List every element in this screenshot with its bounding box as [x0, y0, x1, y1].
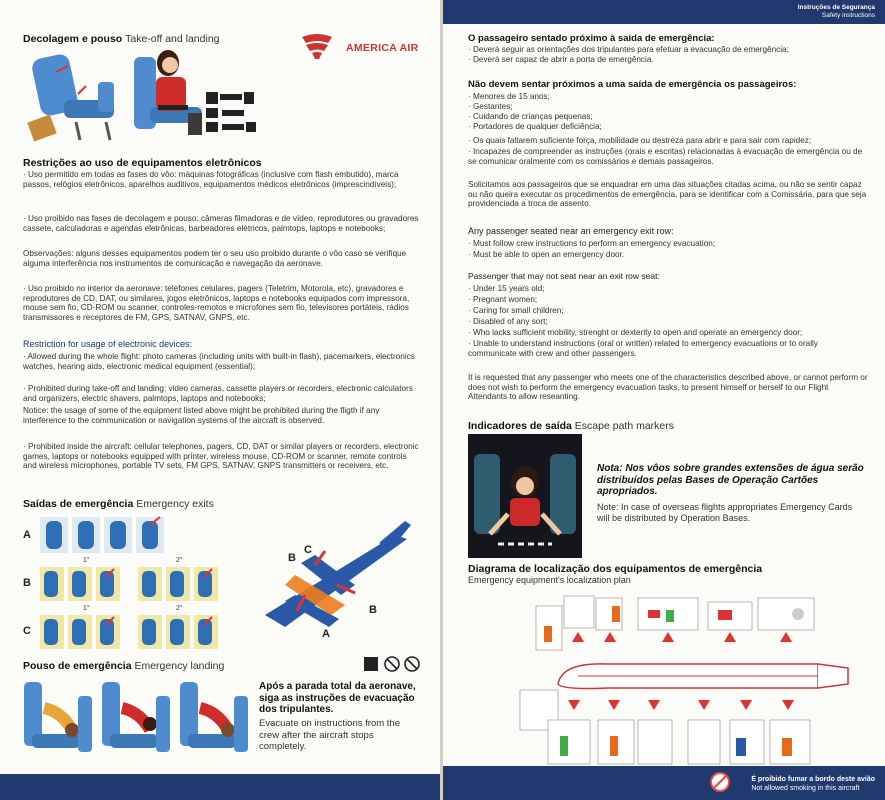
right-footer-bar [443, 766, 885, 800]
restrictions-en-p3: Notice: the usage of some of the equipment listed above might be prohibited during the fligth if any interference to the communication or navigation systems of the aircraft is observed. [23, 406, 380, 425]
no-smoking-icon [710, 772, 730, 792]
landing-heading: Pouso de emergência Emergency landing [23, 660, 225, 672]
not-seat-heading-pt: Não devem sentar próximos a uma saída de emergência os passageiros: [468, 79, 797, 90]
restrictions-en-p2: · Prohibited during take-off and landing: video cameras, cassette players or recorders, electronic calculators and organizers, electric shavers, palmtops, laptops and notebooks; [23, 384, 413, 403]
exits-heading: Saídas de emergência Emergency exits [23, 498, 214, 510]
header-bar [443, 0, 885, 24]
not-seat-item-pt-3: · Cuidando de crianças pequenas; [468, 112, 593, 121]
restrictions-en-p1: · Allowed during the whole flight: photo cameras (including units with built-in flash), pacemarkers, electronics watches, hearing aids, electronic medical equipment (essential); [23, 352, 415, 371]
exit-row-item-pt-1: · Deverá seguir as orientações dos tripulantes para efetuar a evacuação de emergência; [468, 45, 789, 54]
landing-instructions-pt: Após a parada total da aeronave, siga as instruções de evacuação dos tripulantes. [259, 681, 416, 715]
not-seat-request-en: It is requested that any passenger who meets one of the characteristics described above, or cannot perform or does not wish to perform the emergency evacuation tasks, to present himself or herself to our Flight Attendants to allow reseanting. [468, 373, 868, 402]
not-seat-item-pt-4: · Portadores de qualquer deficiência; [468, 122, 602, 131]
not-seat-item-pt-5: · Os quais faltarem suficiente força, mobilidade ou destreza para abrir e para sair com rapidez; [468, 136, 812, 145]
header-title-en: Safety instructions [821, 12, 875, 19]
restrictions-pt-p1: · Uso permitido em todas as fases do vôo: máquinas fotográficas (inclusive com flash embutido), marca passos, relógios eletrônicos, aparelhos auditivos, equipamentos médicos eletrônicos (imprescindíveis); [23, 170, 399, 189]
not-seat-item-en-1: · Under 15 years old; [468, 284, 545, 293]
not-seat-item-pt-1: · Menores de 15 anos; [468, 92, 550, 101]
brace-position-illustrations [22, 678, 254, 770]
exit-row-label-b: B [23, 577, 31, 589]
exit-row-label-a: A [23, 529, 31, 541]
diagram-heading-pt: Diagrama de localização dos equipamentos de emergência [468, 563, 763, 575]
not-seat-item-en-3: · Caring for small children; [468, 306, 564, 315]
left-footer-bar [0, 774, 440, 800]
markers-note-pt: Nota: Nos vôos sobre grandes extensões de água serão distribuídos pelas Bases de Operação Cartões apropriados. [597, 463, 864, 497]
exit-row-item-pt-2: · Deverá ser capaz de abrir a porta de emergência. [468, 55, 654, 64]
takeoff-heading: Decolagem e pouso Take-off and landing [23, 33, 220, 45]
exit-step-1-label-c: 1° [83, 605, 90, 612]
aircraft-exits-illustration [255, 515, 415, 645]
not-seat-item-en-5: · Who lacks sufficient mobility, strenght or dexterity to open and operate an emergency door; [468, 328, 803, 337]
not-seat-heading-en: Passenger that may not seat near an exit row seat: [468, 271, 660, 281]
not-seat-request-pt: Solicitamos aos passageiros que se enquadrar em uma das situações citadas acima, ou não se sentir capaz ou não queira executar os procedimentos de emergência, para se identificar com a Comissária, para que seja providenciada a troca de assento. [468, 180, 867, 209]
header-title-pt: Instruções de Segurança [797, 4, 875, 11]
exit-row-label-c: C [23, 625, 31, 637]
escape-path-photo [468, 434, 582, 558]
plane-label-a: A [322, 628, 330, 640]
exit-row-item-en-1: · Must follow crew instructions to perform an emergency evacuation; [468, 239, 716, 248]
america-air-logo [300, 33, 330, 59]
restrictions-pt-p2: · Uso proibido nas fases de decolagem e pouso: câmeras filmadoras e de vídeo, reprodutores ou gravadores cassete, calculadoras e agendas eletrônicas, barbeadores elétricos, palmtops, laptops e notebooks; [23, 214, 419, 233]
exit-step-1-label: 1° [83, 557, 90, 564]
plane-label-b1: B [288, 552, 296, 564]
right-page [443, 0, 885, 800]
not-seat-item-pt-6: · Incapazes de compreender as instruções (orais e escritas) relacionadas à evacuação de emergência ou de se comunicar oralmente com os comissários e demais passageiros. [468, 147, 863, 166]
no-smoking-pt: É proibido fumar a bordo deste avião [751, 776, 875, 783]
exit-step-2-label: 2° [176, 557, 183, 564]
landing-instructions-en: Evacuate on instructions from the crew after the aircraft stops completely. [259, 718, 400, 752]
not-seat-item-en-6: · Unable to understand instructions (oral or written) related to emergency evacuations or to orally communicate with crew and other passengers. [468, 339, 818, 358]
belted-passenger-illustration [130, 47, 205, 139]
restrictions-en-p4: · Prohibited inside the aircraft: cellular telephones, pagers, CD, DAT or similar players or recorders, electronic games, laptops or notebooks equipped with printer, wireless mouse, CD-ROM or scanner, remote controls and wireless microphones, portable TV sets, FM GPS, SATNAV, GNPS transmitters or receivers, etc. [23, 442, 419, 471]
exit-door-pictograms [40, 515, 240, 655]
plane-label-b2: B [369, 604, 377, 616]
plane-label-c: C [304, 544, 312, 556]
no-smoking-en: Not allowed smoking in this aircraft [751, 785, 860, 792]
not-seat-item-en-2: · Pregnant women; [468, 295, 538, 304]
seatbelt-buckle-icons [206, 92, 256, 132]
prohibition-icons [364, 656, 424, 672]
exit-row-heading-pt: O passageiro sentado próximo à saída de emergência: [468, 33, 715, 44]
restrictions-heading-en: Restriction for usage of electronic devices: [23, 339, 193, 349]
left-page [0, 0, 440, 800]
restrictions-pt-p3: Observações: alguns desses equipamentos podem ter o seu uso proibido durante o vôo caso se verifique alguma interferência nos instrumentos de comunicação e navegação da aeronave. [23, 249, 407, 268]
restrictions-heading-pt: Restrições ao uso de equipamentos eletrônicos [23, 157, 262, 169]
diagram-heading-en: Emergency equipment's localization plan [468, 575, 631, 585]
seat-upright-illustration [26, 52, 126, 144]
exit-row-item-en-2: · Must be able to open an emergency door. [468, 250, 625, 259]
brand-name: AMERICA AIR [346, 42, 419, 54]
not-seat-item-en-4: · Disabled of any sort; [468, 317, 548, 326]
exit-row-heading-en: Any passenger seated near an emergency exit row: [468, 226, 674, 236]
markers-heading: Indicadores de saída Escape path markers [468, 420, 675, 432]
restrictions-pt-p4: · Uso proibido no interior da aeronave: telefones celulares, pagers (Teletrim, Motorola, etc), gravadores e reprodutores de CD, DAT, ou similares, jogos eletrônicos, laptops e notebooks equipados com impressora, mouse sem fio, CD-ROM ou scanner, controles-remotos e microfones sem fio, televisores portáteis, rádios transmissores e receptores de FM, GPS, SATNAV, GNPS, etc. [23, 284, 410, 322]
equipment-location-diagram [518, 592, 858, 766]
exit-step-2-label-c: 2° [176, 605, 183, 612]
not-seat-item-pt-2: · Gestantes; [468, 102, 513, 111]
markers-note-en: Note: In case of overseas flights appropriates Emergency Cards will be distributed by Operation Bases. [597, 502, 853, 523]
